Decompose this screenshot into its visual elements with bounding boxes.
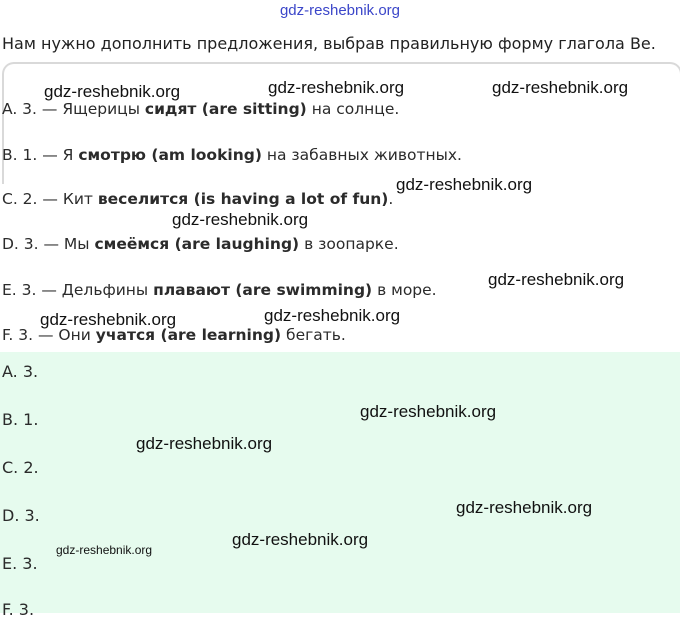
- watermark: gdz-reshebnik.org: [56, 543, 153, 557]
- intro-text: Нам нужно дополнить предложения, выбрав правильную форму глагола Be.: [2, 34, 656, 53]
- answer-f: F. 3.: [2, 600, 35, 619]
- answers-panel: [0, 352, 680, 613]
- watermark: gdz-reshebnik.org: [268, 78, 405, 97]
- sentence-e: E. 3. — Дельфины плавают (are swimming) в море.: [2, 281, 437, 299]
- watermark: gdz-reshebnik.org: [360, 402, 497, 421]
- answer-a: A. 3.: [2, 362, 39, 381]
- watermark: gdz-reshebnik.org: [456, 498, 593, 517]
- watermark: gdz-reshebnik.org: [264, 306, 401, 325]
- watermark: gdz-reshebnik.org: [136, 434, 273, 453]
- sentence-d: D. 3. — Мы смеёмся (are laughing) в зоопарке.: [2, 235, 399, 253]
- sentence-b: B. 1. — Я смотрю (am looking) на забавных животных.: [2, 146, 462, 164]
- answer-b: B. 1.: [2, 410, 39, 429]
- watermark: gdz-reshebnik.org: [44, 82, 181, 101]
- watermark: gdz-reshebnik.org: [172, 210, 309, 229]
- watermark: gdz-reshebnik.org: [396, 175, 533, 194]
- answer-e: E. 3.: [2, 554, 38, 573]
- header-watermark[interactable]: gdz-reshebnik.org: [279, 2, 401, 19]
- answer-d: D. 3.: [2, 506, 40, 525]
- answer-c: C. 2.: [2, 458, 39, 477]
- sentence-a: A. 3. — Ящерицы сидят (are sitting) на солнце.: [2, 100, 400, 118]
- watermark: gdz-reshebnik.org: [488, 270, 625, 289]
- sentence-f: F. 3. — Они учатся (are learning) бегать.: [2, 326, 346, 344]
- watermark: gdz-reshebnik.org: [40, 310, 177, 329]
- sentence-c: C. 2. — Кит веселится (is having a lot of fun).: [2, 190, 394, 208]
- watermark: gdz-reshebnik.org: [232, 530, 369, 549]
- watermark: gdz-reshebnik.org: [492, 78, 629, 97]
